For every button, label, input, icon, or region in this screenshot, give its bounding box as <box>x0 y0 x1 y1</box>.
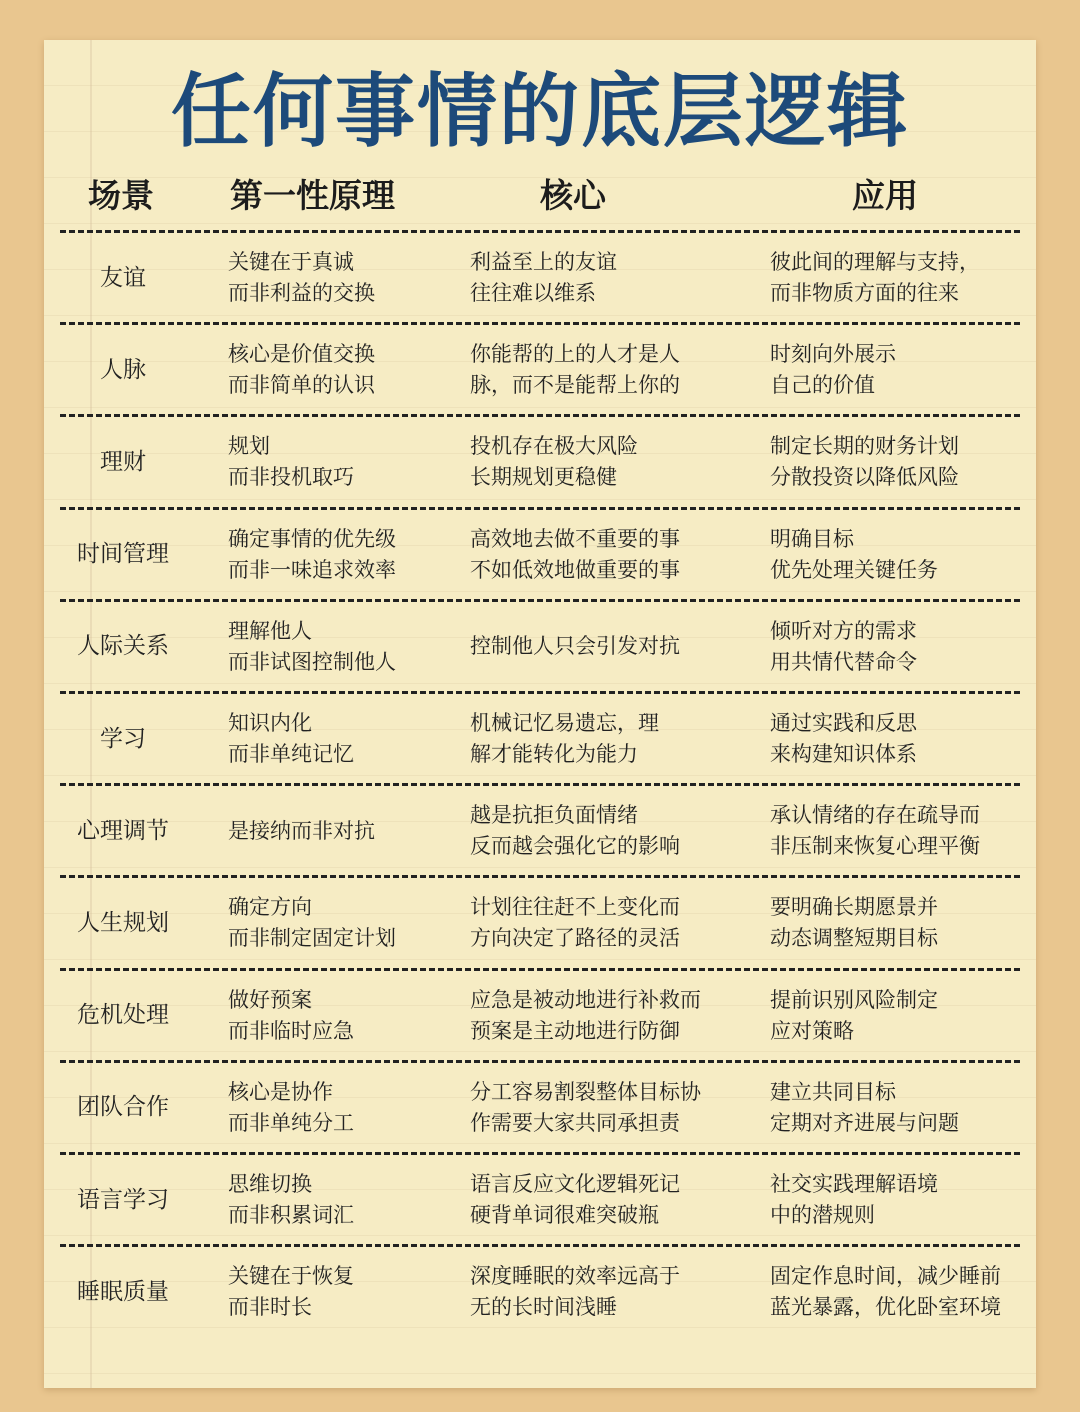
first-principle-cell <box>228 601 448 693</box>
core-cell <box>470 877 720 969</box>
cell-line: 控制他人只会引发对抗 <box>470 634 680 659</box>
cell-line: 高效地去做不重要的事 <box>470 526 680 551</box>
cell-line: 不如低效地做重要的事 <box>470 557 680 582</box>
cell-line: 建立共同目标 <box>770 1079 896 1104</box>
cell-line: 彼此间的理解与支持， <box>770 250 980 274</box>
cell-line: 而非一味追求效率 <box>228 557 396 582</box>
cell-line: 长期规划更稳健 <box>470 465 617 490</box>
cell-line: 确定事情的优先级 <box>228 526 396 551</box>
cell-line: 而非利益的交换 <box>228 281 375 305</box>
table-row <box>0 601 1080 693</box>
application-cell <box>770 232 1020 324</box>
first-principle-cell <box>228 324 448 416</box>
application-cell <box>770 416 1020 508</box>
cell-line: 而非制定固定计划 <box>228 926 396 951</box>
header-first-principle: 第一性原理 <box>230 176 395 215</box>
application-cell <box>770 693 1020 785</box>
cell-line: 用共情代替命令 <box>770 649 917 674</box>
cell-line: 做好预案 <box>228 987 312 1012</box>
table-row <box>0 324 1080 416</box>
cell-line: 固定作息时间，减少睡前 <box>770 1264 1001 1289</box>
cell-line: 定期对齐进展与问题 <box>770 1110 959 1135</box>
cell-line: 利益至上的友谊 <box>470 250 617 274</box>
table-row <box>0 416 1080 508</box>
table-row <box>0 232 1080 324</box>
table-row <box>0 877 1080 969</box>
cell-line: 规划 <box>228 434 270 459</box>
scene-cell: 理财 <box>100 448 146 475</box>
first-principle-cell <box>228 416 448 508</box>
cell-line: 投机存在极大风险 <box>470 434 638 459</box>
cell-line: 提前识别风险制定 <box>770 987 938 1012</box>
cell-line: 而非投机取巧 <box>228 465 354 490</box>
cell-line: 应对策略 <box>770 1018 854 1043</box>
cell-line: 而非单纯记忆 <box>228 742 354 766</box>
cell-line: 而非物质方面的往来 <box>770 281 959 305</box>
cell-line: 社交实践理解语境 <box>770 1172 938 1196</box>
table-row <box>0 509 1080 601</box>
table-row <box>0 1062 1080 1154</box>
cell-line: 通过实践和反思 <box>770 711 917 735</box>
cell-line: 无的长时间浅睡 <box>470 1295 617 1320</box>
cell-line: 思维切换 <box>228 1172 312 1196</box>
cell-line: 反而越会强化它的影响 <box>470 834 680 859</box>
core-cell <box>470 1246 720 1338</box>
cell-line: 自己的价值 <box>770 373 875 398</box>
first-principle-cell <box>228 1246 448 1338</box>
cell-line: 而非试图控制他人 <box>228 649 396 674</box>
scene-cell: 时间管理 <box>77 541 169 568</box>
core-cell <box>470 693 720 785</box>
application-cell <box>770 1154 1020 1246</box>
cell-line: 明确目标 <box>770 526 854 551</box>
first-principle-cell <box>228 877 448 969</box>
application-cell <box>770 877 1020 969</box>
application-cell <box>770 970 1020 1062</box>
cell-line: 而非临时应急 <box>228 1018 354 1043</box>
scene-cell: 人生规划 <box>77 909 169 936</box>
first-principle-cell <box>228 1154 448 1246</box>
cell-line: 中的潜规则 <box>770 1203 875 1227</box>
cell-line: 是接纳而非对抗 <box>228 818 375 843</box>
first-principle-cell <box>228 1062 448 1154</box>
cell-line: 非压制来恢复心理平衡 <box>770 834 980 859</box>
cell-line: 核心是价值交换 <box>228 342 375 367</box>
cell-line: 知识内化 <box>228 711 312 735</box>
cell-line: 而非时长 <box>228 1295 312 1320</box>
cell-line: 深度睡眠的效率远高于 <box>470 1264 680 1289</box>
cell-line: 你能帮的上的人才是人 <box>470 342 680 367</box>
cell-line: 动态调整短期目标 <box>770 926 938 951</box>
cell-line: 预案是主动地进行防御 <box>470 1018 680 1043</box>
scene-cell: 语言学习 <box>77 1186 169 1213</box>
cell-line: 时刻向外展示 <box>770 342 896 367</box>
cell-line: 应急是被动地进行补救而 <box>470 987 701 1012</box>
table-header <box>0 168 1080 224</box>
cell-line: 关键在于恢复 <box>228 1264 354 1289</box>
header-scene: 场景 <box>88 176 154 215</box>
header-application: 应用 <box>852 176 918 215</box>
cell-line: 蓝光暴露，优化卧室环境 <box>770 1295 1001 1320</box>
cell-line: 理解他人 <box>228 618 312 643</box>
cell-line: 作需要大家共同承担责 <box>470 1110 680 1135</box>
cell-line: 往往难以维系 <box>470 281 596 305</box>
cell-line: 确定方向 <box>228 895 312 920</box>
table-row <box>0 785 1080 877</box>
cell-line: 分工容易割裂整体目标协 <box>470 1079 701 1104</box>
cell-line: 语言反应文化逻辑死记 <box>470 1172 680 1196</box>
cell-line: 核心是协作 <box>228 1079 333 1104</box>
cell-line: 来构建知识体系 <box>770 742 917 766</box>
cell-line: 要明确长期愿景并 <box>770 895 938 920</box>
cell-line: 关键在于真诚 <box>228 250 354 274</box>
table-row <box>0 693 1080 785</box>
core-cell <box>470 416 720 508</box>
core-cell <box>470 1154 720 1246</box>
cell-line: 优先处理关键任务 <box>770 557 938 582</box>
page-title: 任何事情的底层逻辑 <box>171 65 909 158</box>
scene-cell: 学习 <box>100 725 146 752</box>
application-cell <box>770 509 1020 601</box>
cell-line: 解才能转化为能力 <box>470 742 638 766</box>
scene-cell: 友谊 <box>100 264 146 291</box>
first-principle-cell <box>228 785 448 877</box>
application-cell <box>770 601 1020 693</box>
header-core: 核心 <box>540 176 606 215</box>
scene-cell: 人脉 <box>100 356 146 383</box>
cell-line: 越是抗拒负面情绪 <box>470 803 638 828</box>
first-principle-cell <box>228 693 448 785</box>
application-cell <box>770 1062 1020 1154</box>
cell-line: 倾听对方的需求 <box>770 618 917 643</box>
table-row <box>0 1154 1080 1246</box>
scene-cell: 危机处理 <box>77 1002 169 1029</box>
table-row <box>0 970 1080 1062</box>
core-cell <box>470 509 720 601</box>
core-cell <box>470 324 720 416</box>
scene-cell: 心理调节 <box>77 817 169 844</box>
cell-line: 硬背单词很难突破瓶 <box>470 1203 659 1227</box>
application-cell <box>770 324 1020 416</box>
core-cell <box>470 232 720 324</box>
cell-line: 而非积累词汇 <box>228 1203 354 1227</box>
application-cell <box>770 1246 1020 1338</box>
cell-line: 方向决定了路径的灵活 <box>470 926 680 951</box>
core-cell <box>470 785 720 877</box>
cell-line: 而非单纯分工 <box>228 1110 354 1135</box>
first-principle-cell <box>228 232 448 324</box>
core-cell <box>470 601 720 693</box>
application-cell <box>770 785 1020 877</box>
first-principle-cell <box>228 509 448 601</box>
scene-cell: 人际关系 <box>77 633 169 660</box>
cell-line: 计划往往赶不上变化而 <box>470 895 680 920</box>
scene-cell: 睡眠质量 <box>77 1278 169 1305</box>
core-cell <box>470 1062 720 1154</box>
cell-line: 而非简单的认识 <box>228 373 375 398</box>
first-principle-cell <box>228 970 448 1062</box>
cell-line: 制定长期的财务计划 <box>770 434 959 459</box>
core-cell <box>470 970 720 1062</box>
cell-line: 承认情绪的存在疏导而 <box>770 803 980 828</box>
cell-line: 脉，而不是能帮上你的 <box>470 373 680 398</box>
cell-line: 分散投资以降低风险 <box>770 465 959 490</box>
cell-line: 机械记忆易遗忘，理 <box>470 711 659 735</box>
table-row <box>0 1246 1080 1338</box>
scene-cell: 团队合作 <box>77 1094 169 1121</box>
